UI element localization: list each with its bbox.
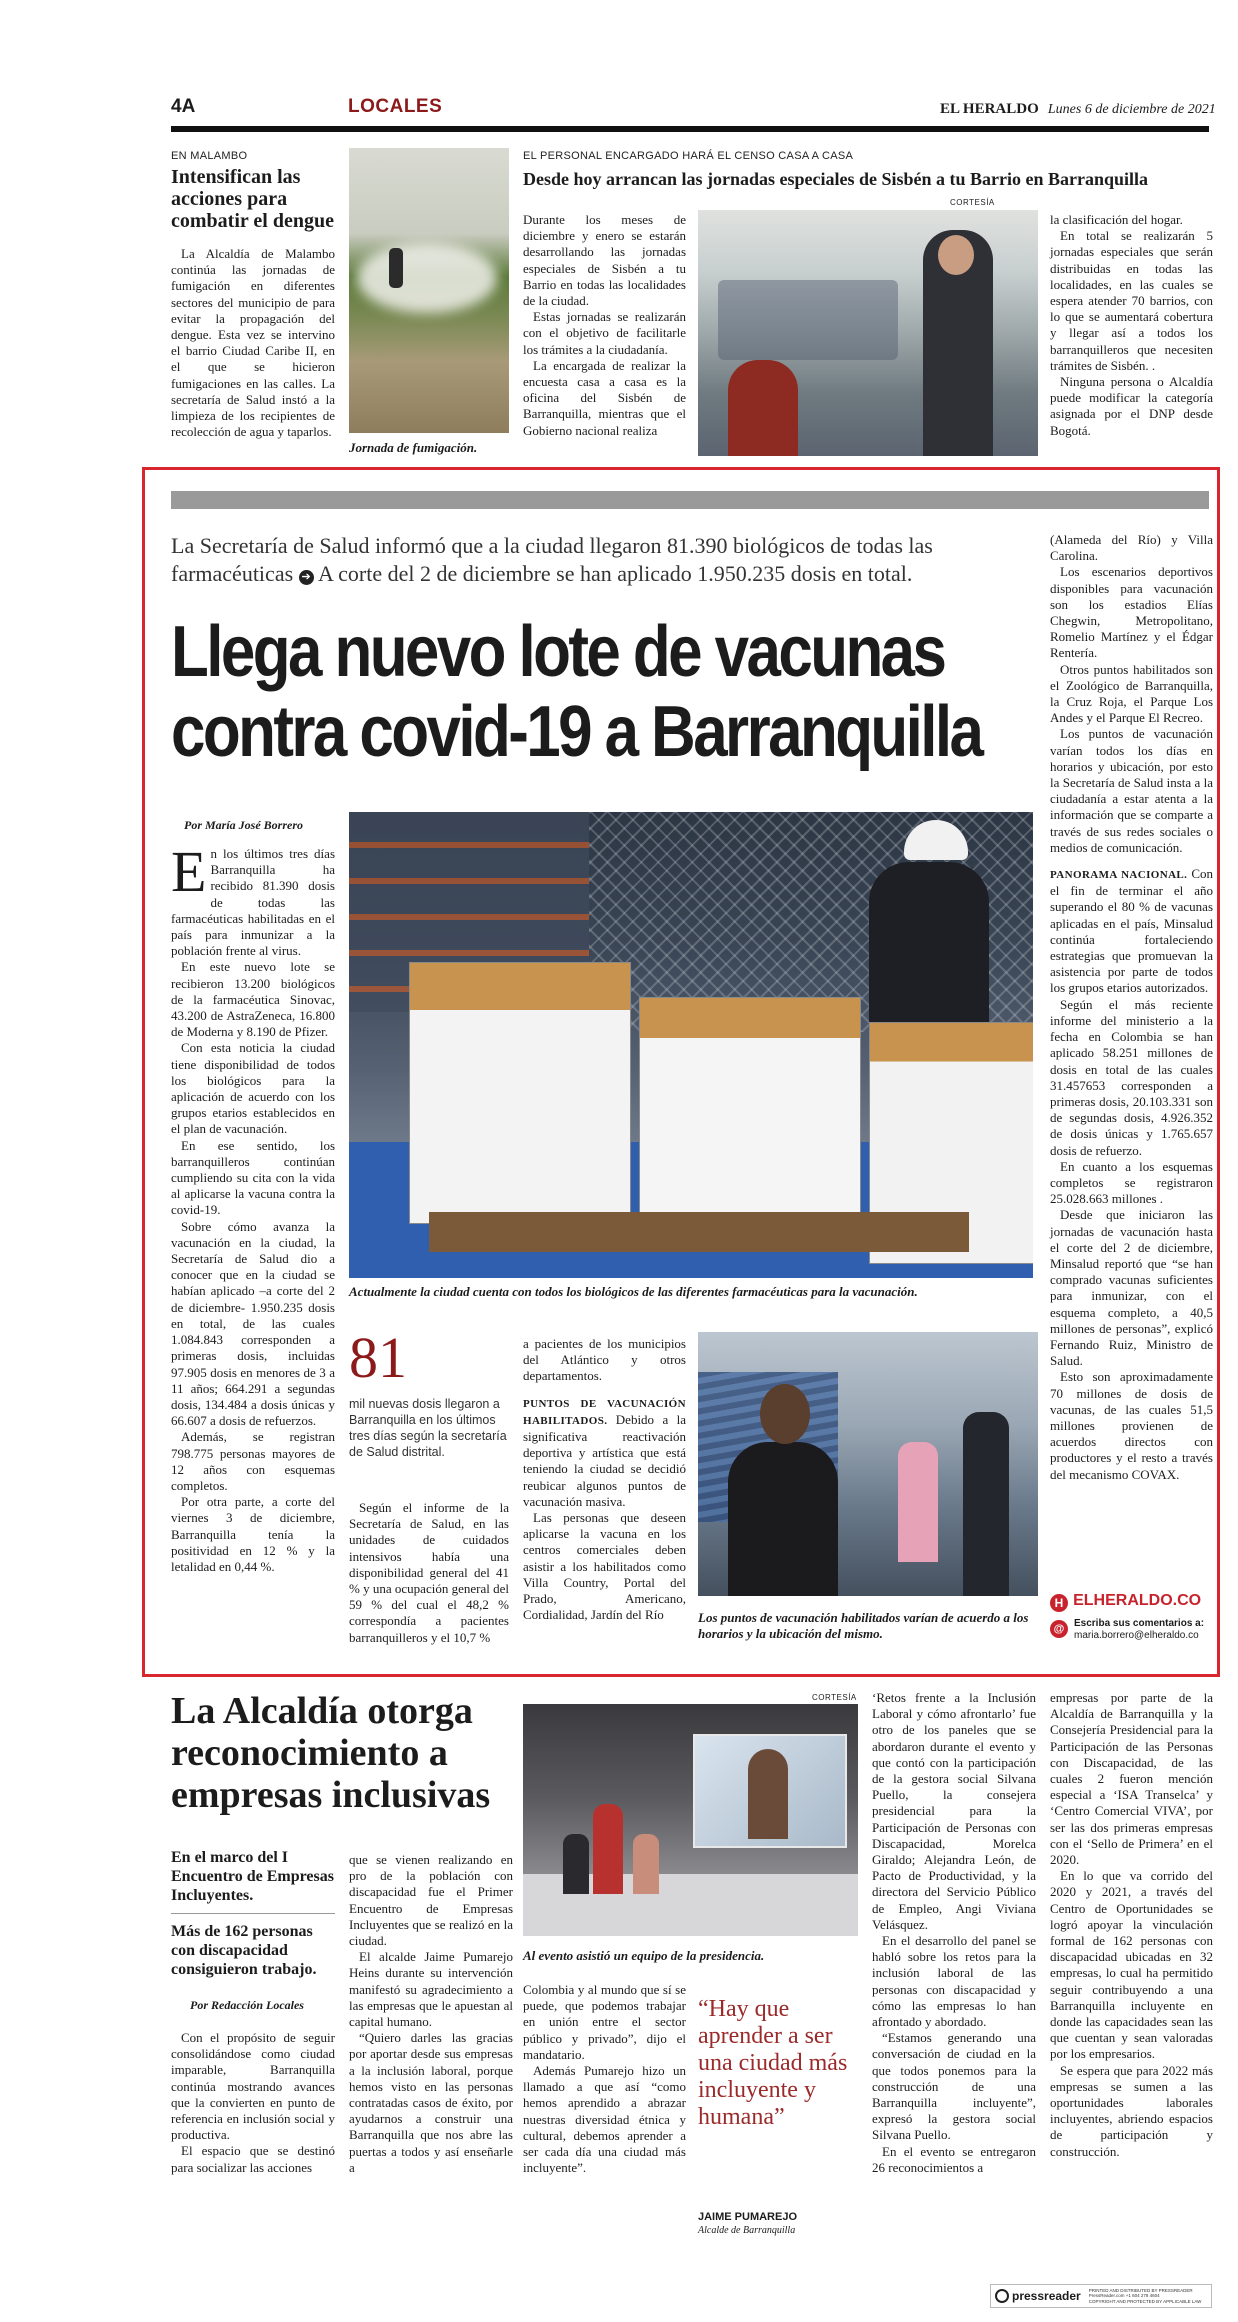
standing-man-right — [963, 1412, 1009, 1596]
vaccine-boxes-photo — [349, 812, 1033, 1278]
seated-woman — [728, 360, 798, 456]
inclusion-paragraph: El espacio que se destinó para socializar las acciones — [171, 2143, 335, 2175]
inclusion-headline: La Alcaldía otorga reconocimiento a empresas inclusivas — [171, 1690, 491, 1816]
vaccine-paragraph: Según el más reciente informe del ministerio a la fecha en Colombia se han aplicado 58.251 millones de dosis en total de las cuales 31.457653 corresponden a primeras dosis, 20.103.331 son de segundas dosis, 4.926.352 de dosis únicas y 1.765.657 dosis de refuerzo. — [1050, 996, 1213, 1158]
vaccine-deck — [171, 532, 1051, 588]
pallet — [429, 1212, 969, 1252]
speaker-on-screen — [748, 1749, 788, 1839]
heraldo-h-icon: H — [1050, 1594, 1068, 1612]
subhead-text: Con el fin de terminar el año superando el 80 % de vacunas aplicadas en el país, Minsalud continúa fortaleciendo estrategias que promuevan la asistencia por parte de todos los grupos etarios autorizados. — [1050, 866, 1213, 996]
inclusion-photo-credit: CORTESÍA — [812, 1693, 857, 1702]
inclusion-sub-2: Más de 162 personas con discapacidad consiguieron trabajo. — [171, 1923, 317, 1978]
notice-line-1: PRINTED AND DISTRIBUTED BY PRESSREADER — [1088, 2287, 1193, 2293]
inclusion-caption: Al evento asistió un equipo de la presidencia. — [523, 1948, 765, 1963]
inclusion-subheads — [171, 1848, 335, 1979]
vaccine-paragraph: n los últimos tres días Barranquilla ha recibido 81.390 dosis de todas las farmacéuticas habilitadas en el país para inmunizar a la población frente al virus. — [171, 846, 335, 959]
inclusion-sub-1: En el marco del I Encuentro de Empresas Incluyentes. — [171, 1848, 335, 1914]
inclusion-paragraph: En el desarrollo del panel se habló sobre los retos para la inclusión laboral de las personas con discapacidad y cómo las empresas lo han afrontado y abordado. — [872, 1933, 1036, 2030]
section-name: LOCALES — [348, 96, 443, 117]
vaccine-paragraph: Por otra parte, a corte del viernes 3 de diciembre, Barranquilla tenía la positividad en 12 % y la letalidad en 0,44 %. — [171, 1494, 335, 1574]
vaccine-byline: Por María José Borrero — [184, 818, 304, 832]
drop-cap: E — [171, 839, 207, 904]
vaccine-paragraph: Con esta noticia la ciudad tiene disponibilidad de todos los biológicos para la aplicación de acuerdo con los grupos etarios establecidos en el plan de vacunación. — [171, 1040, 335, 1137]
worker-figure — [389, 248, 403, 288]
inclusion-paragraph: ‘Retos frente a la Inclusión Laboral y cómo afrontarlo’ fue otro de los paneles que se abordaron durante el evento y que contó con la participación de la gestora social Silvana Puello, la consejera presidencial para la Participación de Personas con Discapacidad, Morelca Giraldo; Alejandra León, de Pacto de Productividad, y la directora del Servicio Público de Empleo, Angi Viviana Velásquez. — [872, 1690, 1036, 1932]
site-logo-text: ELHERALDO.CO — [1073, 1592, 1202, 1609]
headline-line-2: contra covid-19 a Barranquilla — [171, 692, 982, 772]
pressreader-icon — [995, 2289, 1009, 2303]
man-head — [760, 1384, 810, 1444]
notice-line-3: COPYRIGHT AND PROTECTED BY APPLICABLE LAW — [1088, 2298, 1202, 2304]
vaccination-point-photo — [698, 1332, 1038, 1596]
subhead-puntos: PUNTOS DE VACUNACIÓN HABILITADOS. — [523, 1397, 686, 1427]
inclusion-col2 — [349, 1852, 513, 2176]
sisben-kicker: EL PERSONAL ENCARGADO HARÁ EL CENSO CASA A CASA — [523, 150, 854, 162]
fumigation-photo — [349, 148, 509, 433]
pressreader-notice — [1089, 2288, 1202, 2305]
vaccine-paragraph: En cuanto a los esquemas completos se registraron 25.028.663 millones . — [1050, 1158, 1213, 1207]
vaccine-paragraph: a pacientes de los municipios del Atlántico y otros departamentos. — [523, 1336, 686, 1384]
vaccine-paragraph: Además, se registran 798.775 personas mayores de 12 años con esquemas completos. — [171, 1429, 335, 1493]
arrow-circle-icon: ➔ — [299, 570, 314, 585]
vaccine-col2 — [349, 1500, 509, 1646]
pressreader-brand: pressreader — [1012, 2289, 1081, 2303]
vaccine-main-caption: Actualmente la ciudad cuenta con todos los biológicos de las diferentes farmacéuticas para la vacunación. — [349, 1284, 918, 1299]
inclusion-paragraph: El alcalde Jaime Pumarejo Heins durante su intervención manifestó su agradecimiento a las empresas que le apuestan al capital humano. — [349, 1949, 513, 2030]
site-logo — [1050, 1590, 1201, 1612]
dengue-body — [171, 246, 335, 440]
subhead-panorama: PANORAMA NACIONAL. — [1050, 869, 1188, 882]
notice-line-2: PressReader.com +1 604 278 4604 — [1088, 2293, 1160, 2299]
quote-author: JAIME PUMAREJO — [698, 2211, 798, 2223]
sisben-paragraph: En total se realizarán 5 jornadas especiales que serán distribuidas en todas las localidades, en las cuales se espera atender 70 barrios, con lo que se aumentará cobertura y llegar así a todos los barranquilleros que necesiten trámites de Sisbén. . — [1050, 228, 1213, 373]
gray-band — [171, 491, 1209, 509]
vaccine-col1 — [171, 839, 335, 1575]
vaccine-paragraph: Según el informe de la Secretaría de Salud, en las unidades de cuidados intensivos había una disponibilidad general del 41 % y una ocupación general del 59 % del cual el 48,2 % correspondía a pacientes barranquilleros y el 10,7 % — [349, 1500, 509, 1645]
vaccine-subhead-paragraph — [523, 1395, 686, 1510]
vaccine-paragraph: En este nuevo lote se recibieron 13.200 biológicos de la farmacéutica Sinovac, 43.200 de AstraZeneca, 16.800 de Moderna y 8.190 de Pfizer. — [171, 959, 335, 1040]
page-number: 4A — [171, 96, 196, 117]
vaccine-col3 — [523, 1336, 686, 1623]
dengue-paragraph: La Alcaldía de Malambo continúa las jornadas de fumigación en diferentes sectores del municipio de para evitar la propagación del dengue. Esta vez se intervino el barrio Ciudad Caribe II, en el que se hicieron fumigaciones en las calles. La secretaría de Salud instó a la limpieza de los recipientes de recolección de agua y taparlos. — [171, 246, 335, 440]
sisben-col1 — [523, 212, 686, 439]
subhead-text: Debido a la significativa reactivación deportiva y artística que está teniendo la ciudad se decidió reubicar algunos puntos de vacunación masiva. — [523, 1411, 687, 1509]
paper-name: EL HERALDO — [940, 101, 1039, 117]
dengue-headline: Intensifican las acciones para combatir el dengue — [171, 166, 334, 232]
dengue-caption: Jornada de fumigación. — [349, 440, 478, 455]
sisben-paragraph: Estas jornadas se realizarán con el objetivo de facilitarle los trámites a la ciudadanía. — [523, 309, 686, 357]
inclusion-paragraph: “Quiero darles las gracias por aportar desde sus empresas a la inclusión laboral, porque hemos visto en las personas contratadas casos de éxito, por ayudarnos a construir una Barranquilla que nos abre las puertas a todos y así enseñarle a — [349, 2030, 513, 2175]
inclusion-paragraph: En el evento se entregaron 26 reconocimientos a — [872, 2143, 1036, 2175]
inclusion-pullquote: “Hay que aprender a ser una ciudad más incluyente y humana” — [698, 1996, 848, 2130]
sisben-paragraph: la clasificación del hogar. — [1050, 212, 1183, 227]
event-photo — [523, 1704, 858, 1936]
inclusion-byline: Por Redacción Locales — [190, 1998, 304, 2012]
sisben-headline: Desde hoy arrancan las jornadas especiales de Sisbén a tu Barrio en Barranquilla — [523, 169, 1149, 189]
presenter-red — [593, 1804, 623, 1894]
vaccine-subhead-paragraph — [1050, 866, 1213, 997]
quote-role: Alcalde de Barranquilla — [698, 2225, 796, 2236]
vaccine-paragraph: Sobre cómo avanza la vacunación en la ciudad, la Secretaría de Salud dio a conocer que en la ciudad se habían aplicado –a corte del 2 de diciembre- 1.950.235 dosis en total, de las cuales 1.084.843 corresponden a primeras dosis, incluidas 97.905 dosis en menores de 3 a 11 años; 664.291 a segundas dosis, 134.484 a dosis únicas y 66.607 a dosis de refuerzos. — [171, 1218, 335, 1429]
vaccine-paragraph: Otros puntos habilitados son el Zoológico de Barranquilla, la Cruz Roja, el Parque Los Andes y el Parque El Recreo. — [1050, 661, 1213, 726]
sisben-photo — [698, 210, 1038, 456]
comments-label: Escriba sus comentarios a: — [1074, 1618, 1205, 1629]
vaccine-paragraph: Desde que iniciaron las jornadas de vacunación hasta el corte del 2 de diciembre, Minsalud reportó que “se han comprado vacunas suficientes para inmunizar, con el esquema completo, a 40,5 millones de personas”, explicó Fernando Ruiz, Ministro de Salud. — [1050, 1207, 1213, 1369]
worker-face — [938, 235, 974, 275]
worker-body — [869, 862, 989, 1022]
vaccine-paragraph: Las personas que deseen aplicarse la vacuna en los centros comerciales deben asistir a los habilitados como Villa Country, Portal del Prado, Americano, Cordialidad, Jardín del Río — [523, 1510, 686, 1623]
headline-line-1: Llega nuevo lote de vacunas — [171, 612, 945, 692]
stat-number: 81 — [349, 1325, 407, 1390]
vaccine-paragraph: Esto son aproximadamente 70 millones de dosis de vacunas, de las cuales 51,5 millones provienen de acuerdos directos con productores y el resto a través del mecanismo COVAX. — [1050, 1369, 1213, 1482]
inclusion-paragraph: Además Pumarejo hizo un llamado a que así “como hemos aprendido a abrazar nuestras diversidad étnica y cultural, debemos aprender a ser cada día una ciudad más incluyente”. — [523, 2063, 686, 2176]
stat-text: mil nuevas dosis llegaron a Barranquilla en los últimos tres días según la secretaría de Salud distrital. — [349, 1397, 507, 1459]
deck-part-2: A corte del 2 de diciembre se han aplicado 1.950.235 dosis en total. — [317, 561, 913, 586]
inclusion-paragraph: que se vienen realizando en pro de la población con discapacidad fue el Primer Encuentro de Empresas Incluyentes que se realizó en la ciudad. — [349, 1852, 513, 1949]
comments-email[interactable]: maria.borrero@elheraldo.co — [1074, 1630, 1199, 1641]
inclusion-paragraph: “Estamos generando una conversación de ciudad en la que todos ponemos para la construcción de una Barranquilla incluyente”, expresó la gestora social Silvana Puello. — [872, 2030, 1036, 2143]
vaccine-paragraph: (Alameda del Río) y Villa Carolina. — [1050, 532, 1213, 564]
sisben-paragraph: Ninguna persona o Alcaldía puede modificar la categoría asignada por el DNP desde Bogotá. — [1050, 374, 1213, 438]
vaccine-col4 — [1050, 532, 1213, 1483]
panelist-left — [563, 1834, 589, 1894]
comments-box — [1050, 1618, 1215, 1642]
chairs-area — [718, 280, 898, 360]
inclusion-col1 — [171, 2030, 335, 2176]
vaccine-paragraph: Los puntos de vacunación varían todos los días en horarios y ubicación, por esto la Secretaría de Salud insta a la ciudadanía a estar atenta a la información que se comparte a través de sus redes sociales o medios de comunicación. — [1050, 726, 1213, 855]
inclusion-paragraph: Colombia y al mundo que sí se puede, que podemos trabajar en unión entre el sector público y privado”, dijo el mandatario. — [523, 1982, 686, 2062]
sisben-col2 — [1050, 212, 1213, 439]
box-stack-left — [409, 962, 631, 1224]
at-sign-icon: @ — [1050, 1620, 1068, 1638]
vaccine-headline — [171, 612, 982, 772]
fog-cloud — [357, 243, 497, 313]
sisben-paragraph: Durante los meses de diciembre y enero se estarán desarrollando las jornadas especiales de Sisbén a tu Barrio en todas las localidades de la ciudad. — [523, 212, 686, 309]
panelist-right — [633, 1834, 659, 1894]
inclusion-col3 — [523, 1982, 686, 2176]
inclusion-paragraph: Se espera que para 2022 más empresas se sumen a las oportunidades laborales incluyentes, abriendo espacios de participación y construcción. — [1050, 2062, 1213, 2159]
inclusion-col5 — [1050, 1690, 1213, 2160]
inclusion-paragraph: En lo que va corrido del 2020 y 2021, a través del Centro de Oportunidades se logró apoyar la vinculación formal de 162 personas con discapacidad ubicadas en 32 empresas, lo cual ha permitido seguir contribuyendo a una Barranquilla incluyente en donde las capacidades sean las que cuentan y sean valoradas por los empresarios. — [1050, 1868, 1213, 2062]
woman-pink — [898, 1442, 938, 1562]
inclusion-paragraph: Con el propósito de seguir consolidándose como ciudad imparable, Barranquilla continúa mostrando avances que la convierten en punto de referencia en inclusión social y productiva. — [171, 2030, 335, 2143]
man-back — [728, 1442, 838, 1596]
issue-date: Lunes 6 de diciembre de 2021 — [1047, 102, 1216, 117]
vaccine-paragraph: En ese sentido, los barranquilleros continúan cumpliendo su cita con la vida al aplicarse la vacuna contra la covid-19. — [171, 1137, 335, 1218]
inclusion-paragraph: empresas por parte de la Alcaldía de Barranquilla y la Consejería Presidencial para la Participación de las Personas con Discapacidad, de las cuales 2 fueron mención especial a ‘ISA Transelca’ y ‘Centro Comercial VIVA’, por ser las dos primeras empresas con el ‘Sello de Primera’ en el 2020. — [1050, 1690, 1213, 1868]
vaccine-second-caption: Los puntos de vacunación habilitados varían de acuerdo a los horarios y la ubicación del mismo. — [698, 1610, 1029, 1641]
pressreader-badge — [990, 2284, 1212, 2308]
sisben-paragraph: La encargada de realizar la encuesta casa a casa es la oficina del Sisbén de Barranquilla, mientras que el Gobierno nacional realiza — [523, 357, 686, 438]
masthead — [940, 98, 1216, 118]
header-rule — [171, 126, 1209, 132]
dengue-kicker: EN MALAMBO — [171, 150, 248, 162]
deck-part-1: La Secretaría de Salud informó que a la ciudad llegaron 81.390 biológicos de todas las farmacéuticas — [171, 533, 933, 586]
vaccine-paragraph: Los escenarios deportivos disponibles para vacunación son los estadios Elías Chegwin, Metropolitano, Romelio Martínez y el Édgar Rentería. — [1050, 564, 1213, 661]
inclusion-col4 — [872, 1690, 1036, 2176]
sisben-photo-credit: CORTESÍA — [950, 198, 995, 207]
